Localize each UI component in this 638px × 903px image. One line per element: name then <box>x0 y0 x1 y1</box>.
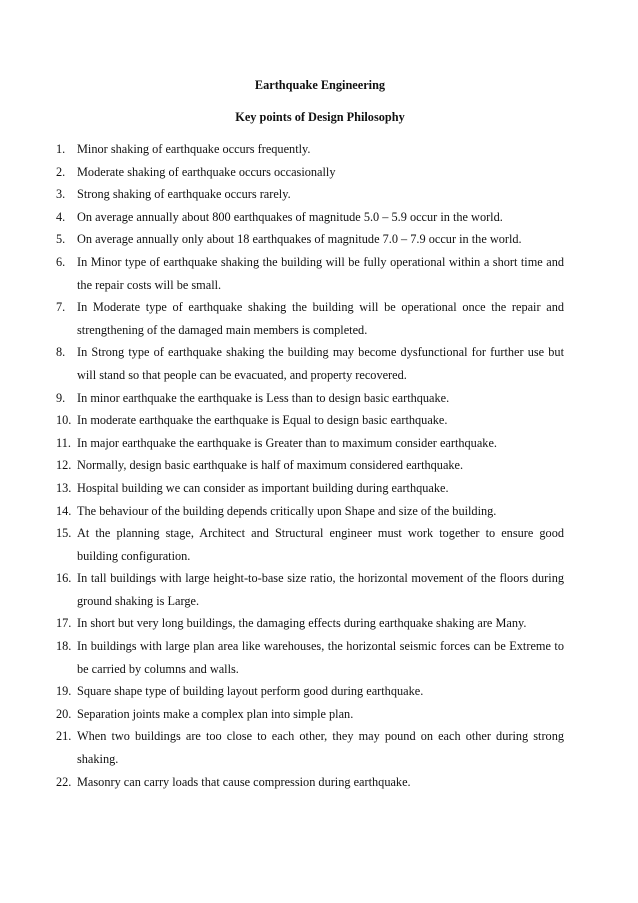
list-item <box>56 251 564 296</box>
list-item-text: In Minor type of earthquake shaking the building will be fully operational within a short time and the repair costs will be small. <box>77 254 564 292</box>
list-item-text: When two buildings are too close to each other, they may pound on each other during strong shaking. <box>77 729 564 767</box>
list-item <box>56 409 564 432</box>
list-item-number: 2. <box>56 164 66 179</box>
list-item-number: 18. <box>56 639 72 654</box>
list-item-text: In buildings with large plan area like warehouses, the horizontal seismic forces can be Extreme to be carried by columns and walls. <box>77 639 564 676</box>
list-item-number: 8. <box>56 345 66 360</box>
document-title: Earthquake Engineering <box>254 78 386 92</box>
list-item-text: In short but very long buildings, the damaging effects during earthquake shaking are Many. <box>77 616 527 631</box>
list-item <box>56 432 564 455</box>
list-item-number: 12. <box>56 458 72 473</box>
list-item <box>56 228 564 251</box>
list-item-text: In major earthquake the earthquake is Greater than to maximum consider earthquake. <box>77 435 497 450</box>
list-item-number: 10. <box>56 413 72 428</box>
list-item-number: 20. <box>56 706 72 721</box>
list-item <box>56 161 564 184</box>
list-item <box>56 725 564 770</box>
document-subtitle: Key points of Design Philosophy <box>235 110 405 124</box>
list-item-number: 19. <box>56 684 72 699</box>
list-item <box>56 522 564 567</box>
list-item <box>56 703 564 726</box>
list-item <box>56 206 564 229</box>
list-item-number: 13. <box>56 480 72 495</box>
list-item-number: 6. <box>56 254 66 269</box>
list-item <box>56 477 564 500</box>
list-item-number: 7. <box>56 300 66 315</box>
list-item <box>56 341 564 386</box>
list-item-text: Separation joints make a complex plan into simple plan. <box>77 706 354 721</box>
list-item-text: Masonry can carry loads that cause compression during earthquake. <box>77 774 411 789</box>
list-item-number: 16. <box>56 571 72 586</box>
list-item <box>56 680 564 703</box>
list-item-text: In tall buildings with large height-to-base size ratio, the horizontal movement of the floors during ground shaking is Large. <box>77 571 564 608</box>
list-item-text: In Moderate type of earthquake shaking the building will be operational once the repair and strengthening of the damaged main members is completed. <box>77 300 564 337</box>
list-item <box>56 567 564 612</box>
list-item <box>56 612 564 635</box>
key-points-list <box>56 138 564 793</box>
list-item-number: 15. <box>56 526 72 541</box>
list-item <box>56 296 564 341</box>
list-item-text: Moderate shaking of earthquake occurs occasionally <box>77 164 336 179</box>
list-item <box>56 387 564 410</box>
list-item <box>56 183 564 206</box>
list-item-text: In moderate earthquake the earthquake is Equal to design basic earthquake. <box>77 413 448 428</box>
list-item-text: On average annually only about 18 earthquakes of magnitude 7.0 – 7.9 occur in the world. <box>77 232 522 247</box>
list-item-number: 4. <box>56 209 66 224</box>
list-item-number: 21. <box>56 729 72 744</box>
list-item-text: On average annually about 800 earthquakes of magnitude 5.0 – 5.9 occur in the world. <box>77 209 503 224</box>
list-item-text: Normally, design basic earthquake is half of maximum considered earthquake. <box>77 458 464 473</box>
list-item-text: In Strong type of earthquake shaking the building may become dysfunctional for further use but will stand so that people can be evacuated, and property recovered. <box>77 345 564 382</box>
list-item-text: Square shape type of building layout perform good during earthquake. <box>77 684 424 699</box>
list-item <box>56 138 564 161</box>
list-item-number: 17. <box>56 616 72 631</box>
list-item-number: 1. <box>56 142 66 156</box>
list-item-text: Minor shaking of earthquake occurs frequently. <box>77 142 311 156</box>
list-item-text: In minor earthquake the earthquake is Less than to design basic earthquake. <box>77 390 450 405</box>
list-item-number: 5. <box>56 232 66 247</box>
list-item-text: Hospital building we can consider as important building during earthquake. <box>77 480 449 495</box>
list-item <box>56 635 564 680</box>
list-item-number: 22. <box>56 774 72 789</box>
list-item <box>56 771 564 794</box>
list-item <box>56 500 564 523</box>
list-item-number: 9. <box>56 390 66 405</box>
list-item-text: At the planning stage, Architect and Structural engineer must work together to ensure good building configuration. <box>77 526 564 563</box>
list-item-number: 11. <box>56 435 71 450</box>
list-item-number: 3. <box>56 187 66 202</box>
list-item-text: The behaviour of the building depends critically upon Shape and size of the building. <box>77 503 497 518</box>
list-item-number: 14. <box>56 503 72 518</box>
list-item <box>56 454 564 477</box>
list-item-text: Strong shaking of earthquake occurs rarely. <box>77 187 291 202</box>
